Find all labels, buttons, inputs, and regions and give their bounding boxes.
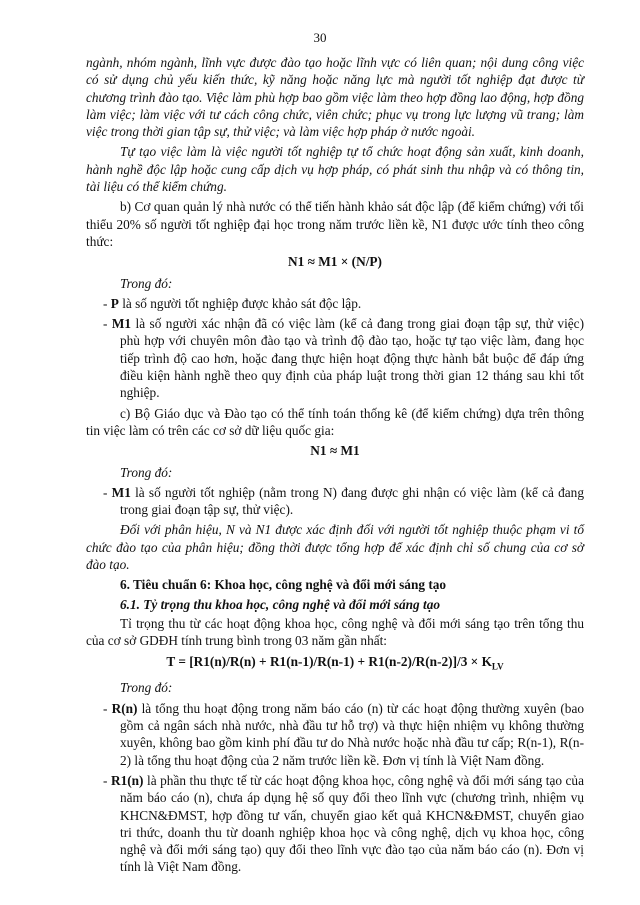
definition-rn-text: là tổng thu hoạt động trong năm báo cáo (n) từ các hoạt động thường xuyên (bao gồm cả ngân sách nhà nước, nhà đầu tư hỗ trợ) và thực hiện nhiệm vụ không thường xuyên, không bao gồm kinh phí đầu tư do Nhà nước hoặc nhà đầu tư cấp; R(n-1), R(n-2) là tổng thu hoạt động của 2 năm trước liền kề. Đơn vị tính là Việt Nam đồng.	[120, 700, 584, 768]
formula-research-revenue-ratio	[86, 653, 584, 676]
term-rn: R(n)	[111, 700, 138, 716]
definition-p: - P là số người tốt nghiệp được khảo sát độc lập.	[103, 295, 362, 311]
formula-n1-database: N1 ≈ M1	[310, 443, 360, 459]
formula-3-subscript: LV	[491, 661, 504, 672]
term-p: P	[110, 295, 119, 311]
paragraph-b: b) Cơ quan quản lý nhà nước có thể tiến hành khảo sát độc lập (để kiểm chứng) với tối thiểu 20% số người tốt nghiệp đại học trong năm trước liền kề, N1 được ước tính theo công thức:	[86, 199, 584, 249]
definition-p-text: là số người tốt nghiệp được khảo sát độc lập.	[118, 295, 362, 311]
definition-m1-database-text: là số người tốt nghiệp (nằm trong N) đang được ghi nhận có việc làm (kể cả đang trong giai đoạn tập sự, thử việc).	[120, 484, 584, 518]
definition-r1n: - R1(n) là phần thu thực tế từ các hoạt động khoa học, công nghệ và đổi mới sáng tạo của năm báo cáo (n), chưa áp dụng hệ số quy đổi theo lĩnh vực (chương trình, nhiệm vụ KHCN&ĐMST, hợp đồng tư vấn, chuyển giao kết quả KHCN&ĐMST, chuyển giao tri thức, doanh thu từ doanh nghiệp khoa học và công nghệ, dịch vụ khoa học, công nghệ và đổi mới sáng tạo) quy đổi theo lĩnh vực đào tạo của năm báo cáo (n). Đơn vị tính là Việt Nam đồng.	[103, 772, 584, 875]
where-label-3: Trong đó:	[120, 680, 173, 696]
page-content	[86, 54, 584, 879]
heading-standard-6: 6. Tiêu chuẩn 6: Khoa học, công nghệ và đổi mới sáng tạo	[120, 577, 447, 593]
paragraph-branch-campus: Đối với phân hiệu, N và N1 được xác định đối với người tốt nghiệp thuộc phạm vi tổ chức đào tạo của phân hiệu; đồng thời được tổng hợp để xác định chỉ số chung của cơ sở đào tạo.	[86, 522, 584, 573]
definition-r1n-text: là phần thu thực tế từ các hoạt động khoa học, công nghệ và đổi mới sáng tạo của năm báo cáo (n), chưa áp dụng hệ số quy đổi theo lĩnh vực (chương trình, nhiệm vụ KHCN&ĐMST, hợp đồng tư vấn, chuyển giao kết quả KHCN&ĐMST, chuyển giao tri thức, doanh thu từ doanh nghiệp khoa học và công nghệ, dịch vụ khoa học, công nghệ và đổi mới sáng tạo) quy đổi theo lĩnh vực đào tạo của năm báo cáo (n). Đơn vị tính là Việt Nam đồng.	[120, 772, 584, 875]
paragraph-self-employment: Tự tạo việc làm là việc người tốt nghiệp tự tổ chức hoạt động sản xuất, kinh doanh, hành nghề độc lập hoặc cung cấp dịch vụ hợp pháp, có phát sinh thu nhập và có thông tin, tài liệu có thể kiểm chứng.	[86, 144, 584, 195]
where-label-2: Trong đó:	[120, 464, 173, 480]
where-label-1: Trong đó:	[120, 275, 173, 291]
page-number: 30	[313, 30, 327, 45]
paragraph-6-1: Tỉ trọng thu từ các hoạt động khoa học, công nghệ và đổi mới sáng tạo trên tổng thu của cơ sở GDĐH tính trung bình trong 03 năm gần nhất:	[86, 615, 584, 649]
paragraph-suitable-employment: ngành, nhóm ngành, lĩnh vực được đào tạo hoặc lĩnh vực có liên quan; nội dung công việc có sử dụng chủ yếu kiến thức, kỹ năng hoặc năng lực mà người tốt nghiệp đạt được từ chương trình đào tạo. Việc làm phù hợp bao gồm việc làm theo hợp đồng lao động, hợp đồng làm việc; làm việc với tư cách công chức, viên chức; phục vụ trong lực lượng vũ trang; làm việc trong thời gian tập sự, thử việc; và làm việc hợp pháp ở nước ngoài.	[86, 55, 584, 140]
paragraph-c: c) Bộ Giáo dục và Đào tạo có thể tính toán thống kê (để kiểm chứng) dựa trên thông tin việc làm có trên các cơ sở dữ liệu quốc gia:	[86, 405, 584, 438]
term-r1n: R1(n)	[110, 772, 144, 788]
definition-m1: - M1 là số người xác nhận đã có việc làm (kể cả đang trong giai đoạn tập sự, thử việc) phù hợp với chuyên môn đào tạo và trình độ đào tạo, hoặc tự tạo việc làm, đang học tiếp trình độ cao hơn, hoặc đang thực hiện hoạt động thực hành bắt buộc để đáp ứng điều kiện hành nghề theo quy định của pháp luật trong thời gian 12 tháng sau khi tốt nghiệp.	[103, 316, 584, 401]
definition-m1-text: là số người xác nhận đã có việc làm (kể cả đang trong giai đoạn tập sự, thử việc) phù hợp với chuyên môn đào tạo và trình độ đào tạo, hoặc tự tạo việc làm, đang học tiếp trình độ cao hơn, hoặc đang thực hiện hoạt động thực hành bắt buộc để đáp ứng điều kiện hành nghề theo quy định của pháp luật trong thời gian 12 tháng sau khi tốt nghiệp.	[120, 316, 584, 401]
definition-m1-database: - M1 là số người tốt nghiệp (nằm trong N) đang được ghi nhận có việc làm (kể cả đang trong giai đoạn tập sự, thử việc).	[103, 484, 584, 518]
term-m1-database: M1	[111, 484, 131, 500]
term-m1: M1	[111, 316, 132, 332]
formula-3-main: T = [R1(n)/R(n) + R1(n-1)/R(n-1) + R1(n-2)/R(n-2)]/3 × K	[166, 653, 492, 669]
formula-n1-survey: N1 ≈ M1 × (N/P)	[288, 254, 382, 270]
heading-6-1: 6.1. Tỷ trọng thu khoa học, công nghệ và đổi mới sáng tạo	[120, 596, 441, 612]
definition-rn: - R(n) là tổng thu hoạt động trong năm báo cáo (n) từ các hoạt động thường xuyên (bao gồm cả ngân sách nhà nước, nhà đầu tư hỗ trợ) và thực hiện nhiệm vụ không thường xuyên, không bao gồm kinh phí đầu tư do Nhà nước hoặc nhà đầu tư cấp; R(n-1), R(n-2) là tổng thu hoạt động của 2 năm trước liền kề. Đơn vị tính là Việt Nam đồng.	[103, 700, 584, 768]
